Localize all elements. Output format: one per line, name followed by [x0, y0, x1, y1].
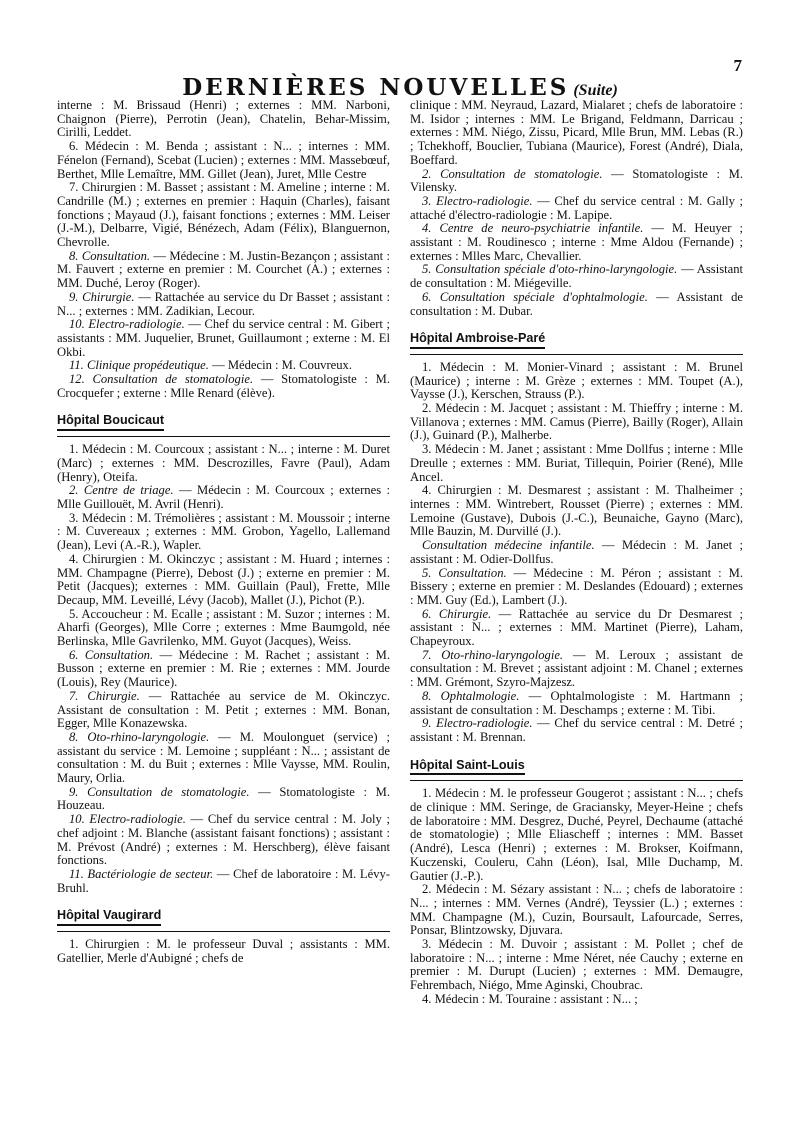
- masthead: [0, 74, 800, 101]
- section-label: 9. Electro-radiologie.: [422, 716, 533, 731]
- paragraph: [57, 359, 390, 373]
- paragraph-text: — Chef du service central : M. Detré ; assistant : M. Brennan.: [410, 716, 743, 744]
- paragraph: [57, 373, 390, 400]
- section-label: Consultation médecine infantile.: [422, 538, 595, 553]
- paragraph: [410, 263, 743, 290]
- hospital-heading-boucicaut: Hôpital Boucicaut: [57, 414, 164, 431]
- section-heading-wrap: [57, 909, 390, 932]
- paragraph-text: — Chef de laboratoire : M. Lévy-Bruhl.: [57, 866, 390, 895]
- paragraph-text: — Médecin : M. Couvreux.: [208, 358, 352, 373]
- paragraph: [57, 690, 390, 731]
- section-label: 8. Consultation.: [69, 248, 151, 263]
- paragraph: [410, 690, 743, 717]
- paragraph-text: — Médecine : M. Justin-Bezançon ; assistant : M. Fauvert ; externe en premier : M. Courchet (A.) ; externes : MM. Duché, Leroy (Roger).: [57, 248, 390, 291]
- paragraph: [410, 195, 743, 222]
- paragraph: 1. Médecin : M. Courcoux ; assistant : N... ; interne : M. Duret (Marc) ; externes : MM. Descrozilles, Favre (Paul), Adam (Henry), Oteifa.: [57, 442, 390, 484]
- hospital-heading-ambroise-pare: Hôpital Ambroise-Paré: [410, 332, 545, 349]
- paragraph: 1. Médecin : M. le professeur Gougerot ; assistant : N... ; chefs de clinique : MM. Seringe, de Graciansky, Meyer-Heine ; chefs de laboratoire : MM. Desgrez, Duché, Peyrel, Dechaume (attaché de stomatologie) ; Mlle Eliascheff ; internes : MM. Basset (André), Lesca (Henri) ; externes : M. Brokser, Koifmann, Kuczenski, Couleru, Cahn (Léon), Isal, Mlle Duchamp, M. Gautier (J.-P.).: [410, 786, 743, 883]
- section-label: 2. Consultation de stomatologie.: [422, 166, 603, 181]
- section-label: 6. Consultation.: [69, 647, 154, 662]
- section-label: 11. Bactériologie de secteur.: [69, 866, 214, 881]
- paragraph-text: — Médecine : M. Péron ; assistant : M. Bissery ; externe en premier : M. Deslandes (Edouard) ; externes : MM. Guy (Ed.), Lambert (J.).: [410, 565, 743, 607]
- paragraph: [57, 291, 390, 318]
- section-label: 12. Consultation de stomatologie.: [69, 372, 254, 387]
- paragraph: [410, 291, 743, 318]
- paragraph: 3. Médecin : M. Janet ; assistant : Mme Dollfus ; interne : Mlle Dreulle ; externes : MM. Buriat, Tillequin, Poirier (René), Mlle Ancel.: [410, 442, 743, 484]
- section-label: 6. Consultation spéciale d'ophtalmologie.: [422, 289, 648, 304]
- section-label: 8. Oto-rhino-laryngologie.: [69, 729, 210, 744]
- paragraph: 4. Chirurgien : M. Okinczyc ; assistant : M. Huard ; internes : MM. Champagne (Pierre), Debost (J.) ; externe en premier : M. Petit (Jacques); externes : MM. Guillain (Paul), Frette, Mlle Decaup, MM. Leveillé, Lévy (Jacob), Mallet (J.), Pichot (P.).: [57, 551, 390, 607]
- paragraph-text: — Rattachée au service de M. Okinczyc. Assistant de consultation : M. Petit ; externes : MM. Bonan, Egger, Mlle Konazewska.: [57, 688, 390, 731]
- section-heading-wrap: [410, 759, 743, 782]
- section-label: 10. Electro-radiologie.: [69, 812, 186, 827]
- paragraph: 2. Médecin : M. Sézary assistant : N... ; chefs de laboratoire : N... ; internes : MM. Vernes (André), Teyssier (L.) ; externes : MM. Champagne (M.), Cuzin, Boursault, Lafourcade, Serres, Ponsar, Blintzowsky, Djuvara.: [410, 882, 743, 938]
- paragraph-text: — M. Moulonguet (service) ; assistant du service : M. Lemoine ; suppléant : N... ; assistant de consultation : M. du Buit ; externes : Mlle Vaysse, MM. Roulin, Maury, Orlia.: [57, 729, 390, 786]
- section-label: 2. Centre de triage.: [69, 483, 174, 498]
- paragraph: clinique : MM. Neyraud, Lazard, Mialaret ; chefs de laboratoire : M. Isidor ; internes : MM. Le Brigand, Feldmann, Darricau ; externes : MM. Niégo, Zissu, Picard, Mlle Brun, MM. Lebas (R.) ; Tchekhoff, Bouclier, Tubiana (Maurice), Forest (André), Diala, Boeffard.: [410, 98, 743, 167]
- paragraph: 3. Médecin : M. Trémolières ; assistant : M. Moussoir ; interne : M. Cuvereaux ; externes : MM. Grobon, Yagello, Lallemand (Jean), Levi (A.-R.), Wapler.: [57, 510, 390, 553]
- paragraph: [410, 649, 743, 690]
- paragraph-text: — Médecin : M. Janet ; assistant : M. Odier-Dollfus.: [410, 538, 743, 566]
- paragraph: 1. Chirurgien : M. le professeur Duval ; assistants : MM. Gatellier, Merle d'Aubigné ; chefs de: [57, 937, 390, 965]
- paragraph: 6. Médecin : M. Benda ; assistant : N... ; internes : MM. Fénelon (Fernand), Scebat (Lucien) ; externes : MM. Massebœuf, Berthet, Mlle Lemaître, MM. Gillet (Jean), Juret, Mlle Cestre: [57, 139, 390, 181]
- section-label: 9. Consultation de stomatologie.: [69, 784, 250, 799]
- section-label: 6. Chirurgie.: [422, 606, 492, 621]
- right-column: [410, 99, 743, 1007]
- masthead-title: DERNIÈRES NOUVELLES: [182, 74, 570, 101]
- paragraph: [57, 318, 390, 359]
- paragraph: [57, 250, 390, 291]
- section-label: 3. Electro-radiologie.: [422, 193, 533, 208]
- paragraph-text: — Stomatologiste : M. Vilensky.: [410, 166, 743, 195]
- paragraph: [57, 868, 390, 895]
- paragraph: 3. Médecin : M. Duvoir ; assistant : M. Pollet ; chef de laboratoire : N... ; interne : Mme Néret, née Cauchy ; externe en premier : M. Durupt (Lucien) ; externes : MM. Demaugre, Fehrembach, Niégo, Mme Aginski, Choubrac.: [410, 937, 743, 993]
- paragraph-text: — Stomatologiste : M. Crocquefer ; externe : Mlle Renard (élève).: [57, 372, 390, 400]
- section-label: 11. Clinique propédeutique.: [69, 358, 209, 373]
- paragraph: [410, 608, 743, 649]
- section-label: 5. Consultation.: [422, 565, 507, 580]
- paragraph: 5. Accoucheur : M. Ecalle ; assistant : M. Suzor ; internes : M. Aharfi (Georges), Mlle Corre ; externes : Mme Baumgold, née Berlinska, Mlle Gavrilenko, MM. Guyot (Jacques), Weiss.: [57, 606, 390, 649]
- masthead-subtitle: (Suite): [573, 82, 618, 99]
- paragraph-text: — Chef du service central : M. Joly ; chef adjoint : M. Blanche (assistant faisant fonctions) ; assistant : M. Prévost (André) ; externes : M. Herschberg), élève faisant fonctions.: [57, 812, 390, 868]
- section-label: 5. Consultation spéciale d'oto-rhino-laryngologie.: [422, 262, 678, 277]
- section-heading-wrap: [57, 414, 390, 437]
- paragraph-text: — Assistant de consultation : M. Miégeville.: [410, 262, 743, 291]
- paragraph: 4. Chirurgien : M. Desmarest ; assistant : M. Thalheimer ; internes : MM. Wintrebert, Rousset (Pierre) ; externes : MM. Lemoine (Gustave), Dubois (J.-C.), Beunaiche, Gayno (Marc), Mlle Bauzin, M. Durvillé (J.).: [410, 483, 743, 539]
- section-label: 8. Ophtalmologie.: [422, 688, 520, 703]
- paragraph: [57, 813, 390, 868]
- paragraph: [410, 567, 743, 608]
- section-label: 7. Oto-rhino-laryngologie.: [422, 647, 564, 662]
- paragraph-text: — Chef du service central : M. Gally ; attaché d'électro-radiologie : M. Lapipe.: [410, 193, 743, 222]
- paragraph: 7. Chirurgien : M. Basset ; assistant : M. Ameline ; interne : M. Candrille (M.) ; externes en premier : Haquin (Charles), faisant fonctions ; Mayaud (J.), faisant fonctions ; externes : MM. Leiser (J.-M.), Delbarre, Vigié, Bénézech, Adam (Félix), Blanguernon, Chevrolle.: [57, 180, 390, 250]
- paragraph-text: — Médecin : M. Courcoux ; externes : Mlle Guillouët, M. Avril (Henri).: [57, 483, 390, 511]
- section-label: 4. Centre de neuro-psychiatrie infantile.: [422, 221, 644, 236]
- section-heading-wrap: [410, 332, 743, 355]
- paragraph: interne : M. Brissaud (Henri) ; externes : MM. Narboni, Chaignon (Pierre), Perrotin (Jean), Chatelin, Behar-Missim, Cirilli, Leddet.: [57, 98, 390, 140]
- section-label: 9. Chirurgie.: [69, 289, 135, 304]
- left-column: [57, 99, 390, 965]
- page-number: 7: [733, 56, 742, 75]
- paragraph-text: — Assistant de consultation : M. Dubar.: [410, 289, 743, 318]
- paragraph-text: — Chef du service central : M. Gibert ; assistants : MM. Juquelier, Brunet, Guillaumont ; externe : M. El Okbi.: [57, 317, 390, 359]
- paragraph: 1. Médecin : M. Monier-Vinard ; assistant : M. Brunel (Maurice) ; interne : M. Grèze ; externes : MM. Toupet (A.), Vaysse (J.), Kerschen, Strauss (P.).: [410, 359, 743, 402]
- paragraph-text: — M. Leroux ; assistant de consultation : M. Brevet ; assistant adjoint : M. Chanel ; externes : MM. Grémont, Szyro-Majzesz.: [410, 647, 743, 690]
- paragraph: [57, 731, 390, 786]
- paragraph: 4. Médecin : M. Touraine : assistant : N... ;: [422, 991, 638, 1006]
- section-label: 10. Electro-radiologie.: [69, 317, 185, 332]
- paragraph: [57, 484, 390, 511]
- hospital-heading-saint-louis: Hôpital Saint-Louis: [410, 759, 525, 776]
- paragraph-text: — Stomatologiste : M. Houzeau.: [57, 784, 390, 813]
- hospital-heading-vaugirard: Hôpital Vaugirard: [57, 909, 161, 926]
- paragraph-text: — Ophtalmologiste : M. Hartmann ; assistant de consultation : M. Deschamps ; externe : M. Tibi.: [410, 688, 743, 717]
- section-label: 7. Chirurgie.: [69, 688, 140, 703]
- paragraph: 2. Médecin : M. Jacquet ; assistant : M. Thieffry ; interne : M. Villanova ; externes : MM. Camus (Pierre), Bailly (Roger), Allain (J.), Guinard (P.), Malherbe.: [410, 401, 743, 443]
- paragraph: [57, 786, 390, 813]
- paragraph: [410, 717, 743, 744]
- paragraph: [57, 649, 390, 690]
- paragraph-text: — Rattachée au service du Dr Desmarest ; assistant : N... ; externes : MM. Martinet (Pierre), Laham, Chapeyroux.: [410, 606, 743, 649]
- paragraph-text: — Médecine : M. Rachet ; assistant : M. Busson ; externe en premier : M. Rie ; externes : MM. Jourde (Louis), Rey (Maurice).: [57, 647, 390, 690]
- paragraph: [410, 168, 743, 195]
- paragraph-text: — Rattachée au service du Dr Basset ; assistant : N... ; externes : MM. Zadikian, Lecour.: [57, 289, 390, 318]
- paragraph: [410, 222, 743, 263]
- paragraph: [410, 539, 743, 566]
- paragraph-text: — M. Heuyer ; assistant : M. Roudinesco ; interne : Mme Aldou (Fernande) ; externes : Mlles Marc, Chevallier.: [410, 221, 743, 263]
